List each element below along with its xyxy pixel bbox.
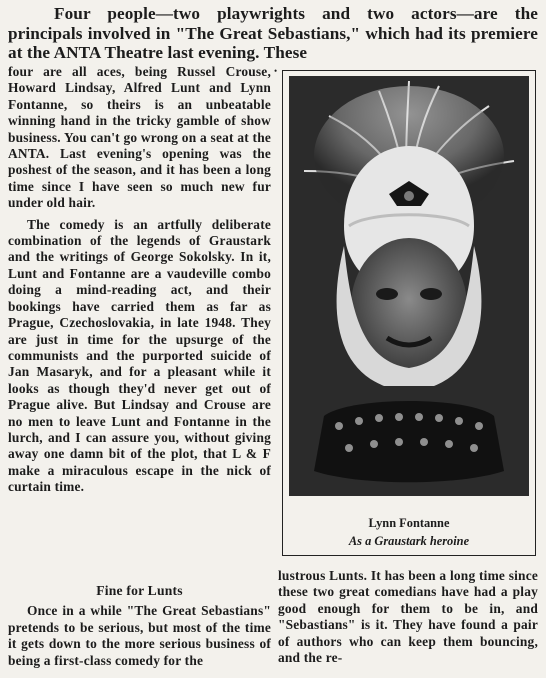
bullet-mark: •	[274, 66, 278, 76]
right-column	[278, 568, 538, 666]
photo-box	[274, 66, 536, 556]
left-column	[8, 64, 271, 496]
article-paragraph: Once in a while "The Great Sebastians" pretends to be serious, but most of the time it gets down to the more serious business of being a first-class comedy for the	[8, 603, 271, 668]
photo-caption-name: Lynn Fontanne	[368, 516, 450, 530]
portrait-photo	[289, 76, 529, 496]
left-column-bottom	[8, 583, 271, 669]
subheading: Fine for Lunts	[96, 583, 183, 598]
article-paragraph: The comedy is an artfully deliberate combination of the legends of Graustark and the writings of George Sokolsky. In it, Lunt and Fontanne are a vaudeville combo doing a mind-reading act, and their bookings have carried them as far as Prague, Czechoslovakia, in late 1948. They are just in time for the upsurge of the communists and the purported suicide of Jan Masaryk, and for a pleasant while it looks as though they'd never get out of Prague alive. But Lindsay and Crouse are no men to leave Lunt and Fontanne in the lurch, and I can assure you, without giving away one damn bit of the plot, that L & F make a miraculous escape in the nick of curtain time.	[8, 216, 271, 495]
article-paragraph: lustrous Lunts. It has been a long time since these two great comedians have had a play good enough for them to be in, and "Sebastians" is it. They have found a pair of authors who can keep them bouncing, and the re-	[278, 568, 538, 666]
portrait-illustration	[289, 76, 529, 496]
photo-caption-subtitle: As a Graustark heroine	[348, 534, 470, 548]
lead-text: Four people—two playwrights and two actors—are the principals involved in "The Great Sebastians," which had its premiere at the ANTA Theatre last evening. These	[8, 4, 538, 62]
article-paragraph: four are all aces, being Russel Crouse, Howard Lindsay, Alfred Lunt and Lynn Fontanne, so theirs is an unbeatable winning hand in the tricky gamble of show business. You can't go wrong on a seat at the ANTA. Last evening's opening was the poshest of the season, and it has been a long time since I have seen so much new fur under old hair.	[8, 64, 271, 211]
lead-paragraph	[8, 4, 538, 63]
